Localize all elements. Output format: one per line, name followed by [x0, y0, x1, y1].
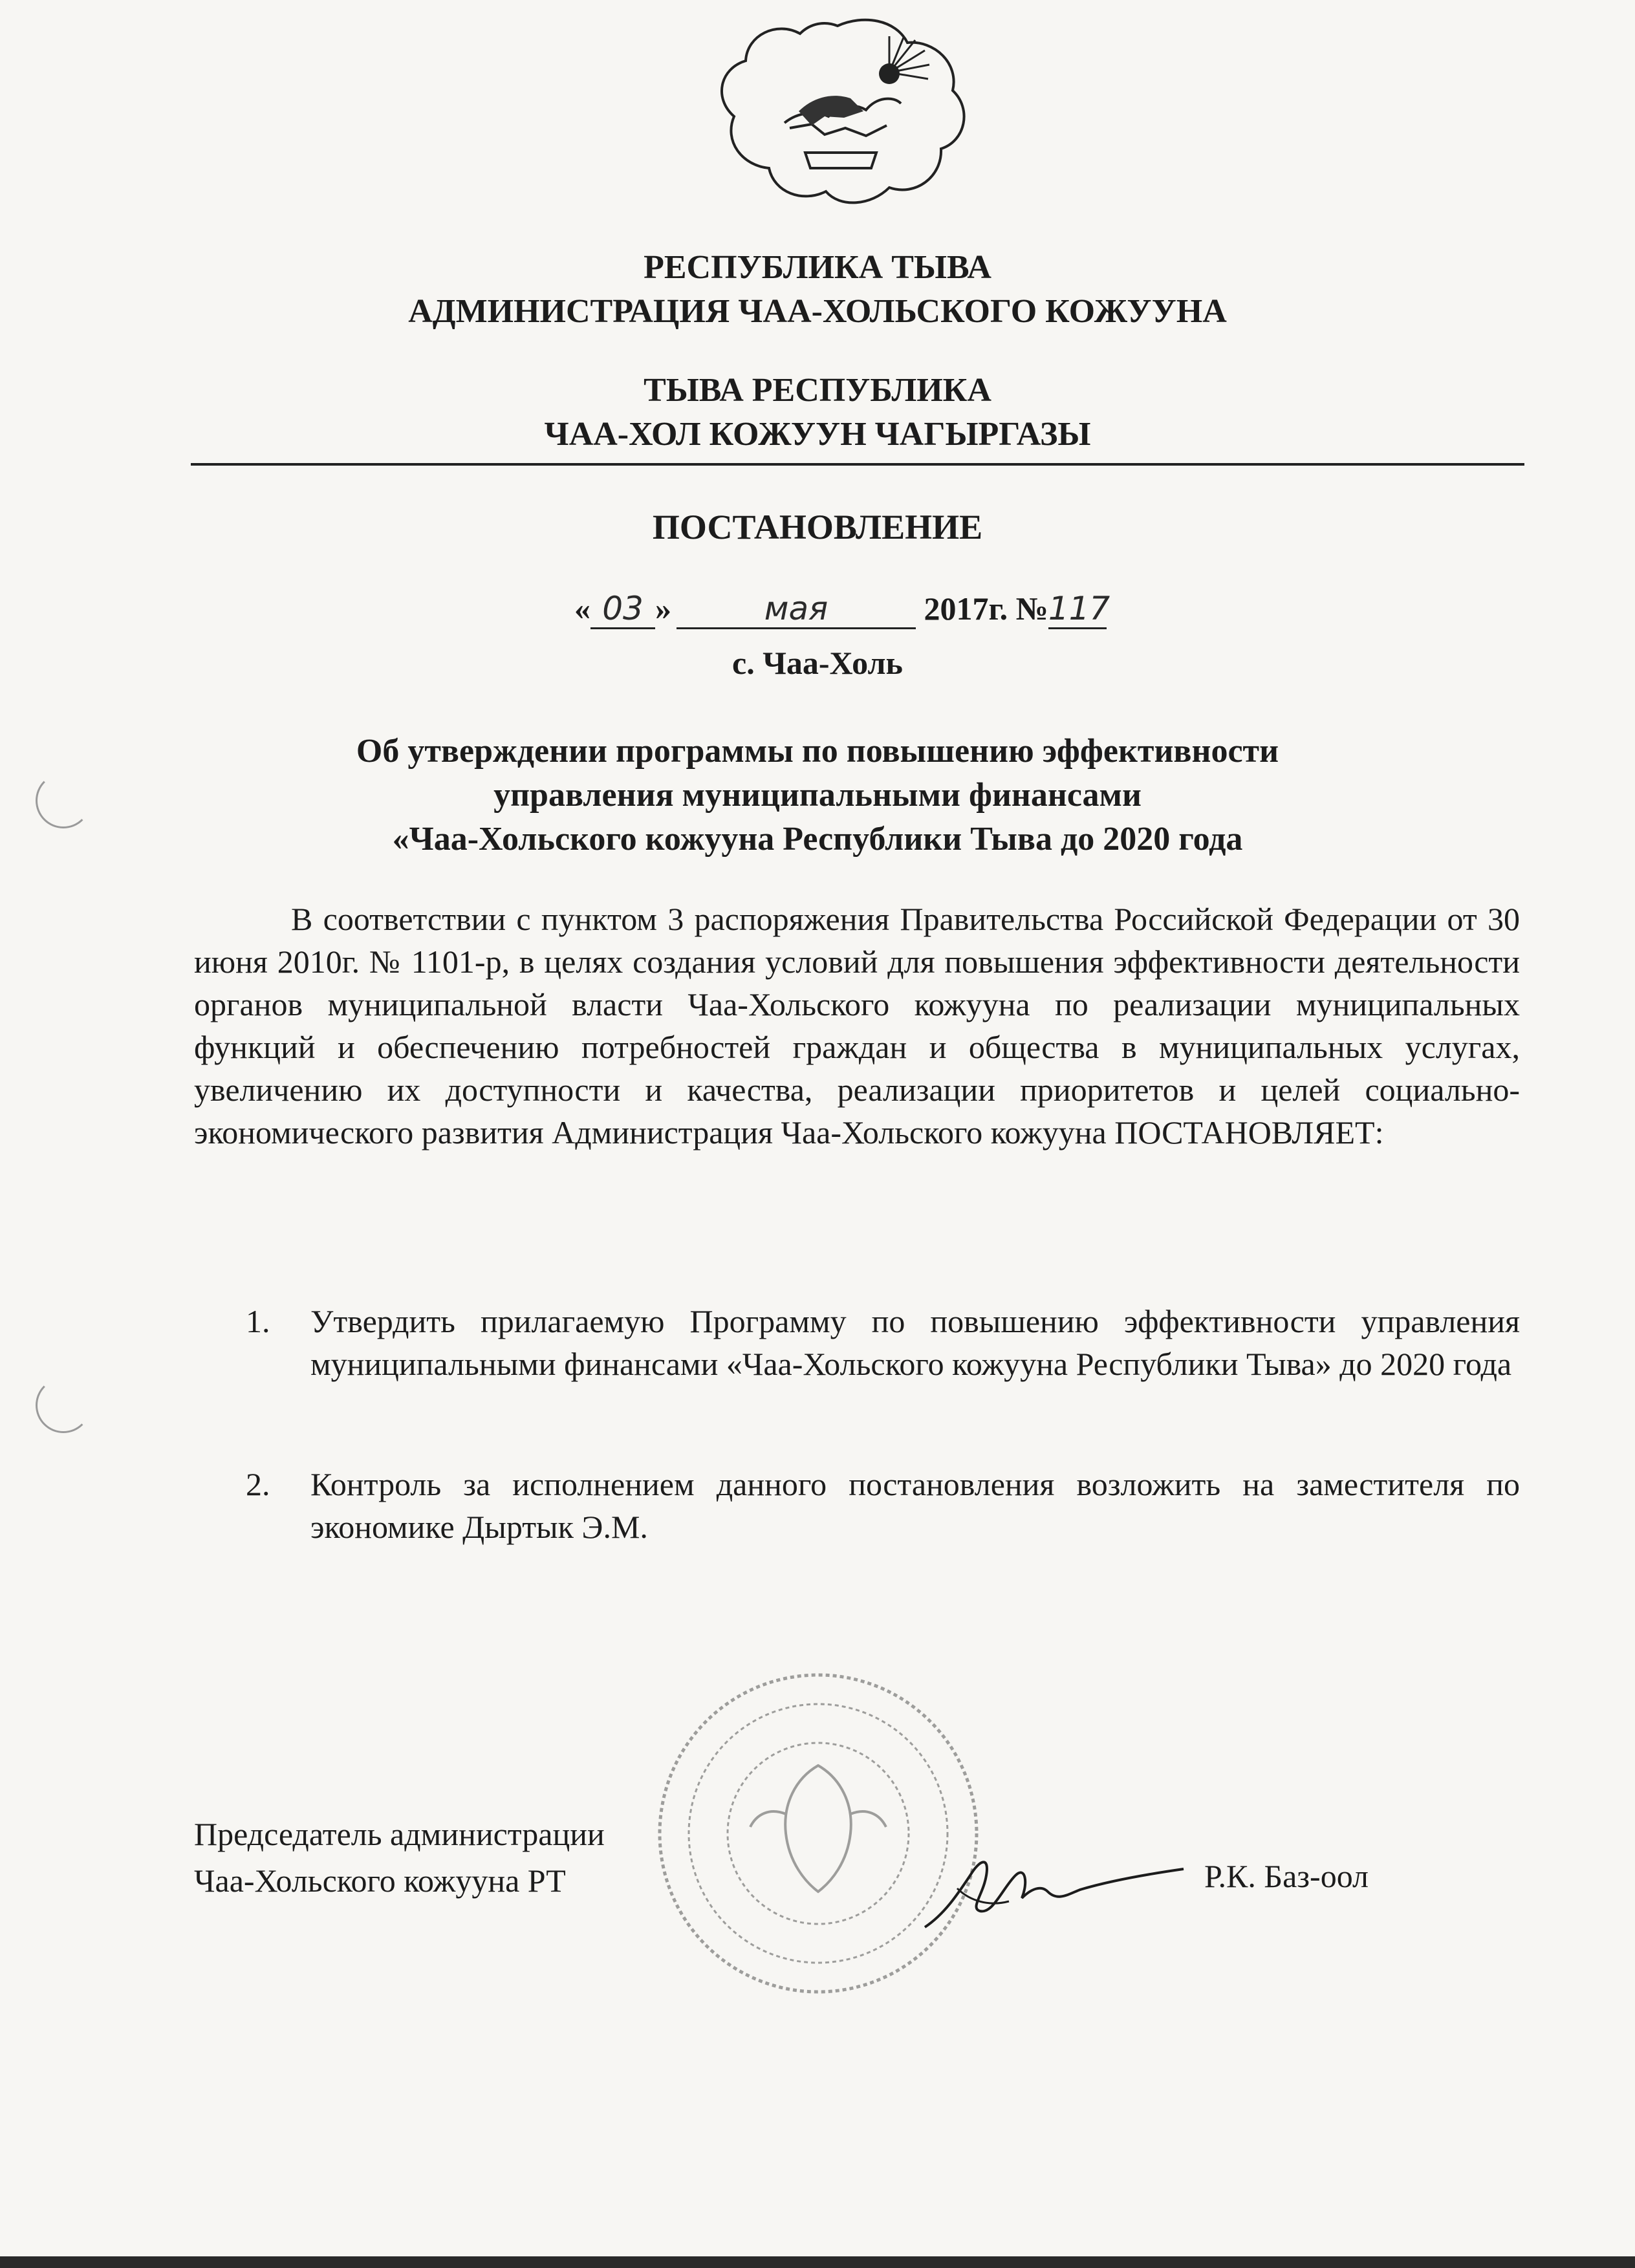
signatory-position: [194, 1811, 605, 1904]
subject-line-2: управления муниципальными финансами: [493, 777, 1142, 814]
coat-of-arms-emblem: [702, 14, 973, 208]
header-republic-ru: РЕСПУБЛИКА ТЫВА: [644, 249, 991, 286]
signatory-name: Р.К. Баз-оол: [1204, 1858, 1369, 1894]
list-item-text: Утвердить прилагаемую Программу по повышению эффективности управления муниципальными финансами «Чаа-Хольского кожууна Республики Тыва» до 2020 года: [310, 1303, 1520, 1382]
date-month: мая: [677, 590, 916, 629]
header-republic-tyv: ТЫВА РЕСПУБЛИКА: [644, 372, 991, 409]
date-close-quote: »: [655, 590, 671, 627]
header-administration-ru: АДМИНИСТРАЦИЯ ЧАА-ХОЛЬСКОГО КОЖУУНА: [408, 293, 1227, 330]
list-item-text: Контроль за исполнением данного постановления возложить на заместителя по экономике Дыртык Э.М.: [310, 1466, 1520, 1545]
document-subject: [0, 729, 1635, 861]
signatory-position-line-2: Чаа-Хольского кожууна РТ: [194, 1863, 566, 1899]
list-item: [246, 1300, 1520, 1385]
header-divider: [191, 463, 1524, 466]
date-day: 03: [590, 590, 655, 629]
document-date-line: [574, 590, 1110, 629]
list-item-number: 2.: [246, 1466, 270, 1502]
document-number: 117: [1048, 590, 1107, 629]
subject-line-1: Об утверждении программы по повышению эффективности: [356, 733, 1279, 770]
scan-bottom-edge: [0, 2256, 1635, 2268]
punch-hole-mark: [36, 1377, 91, 1433]
subject-line-3: «Чаа-Хольского кожууна Республики Тыва до 2020 года: [392, 821, 1243, 858]
handwritten-signature: [918, 1830, 1190, 1947]
list-item: [246, 1463, 1520, 1548]
document-place: с. Чаа-Холь: [732, 645, 903, 681]
signatory-position-line-1: Председатель администрации: [194, 1816, 605, 1852]
preamble-paragraph: В соответствии с пунктом 3 распоряжения Правительства Российской Федерации от 30 июня 2010г. № 1101-р, в целях создания условий для повышения эффективности деятельности органов муниципальной власти Чаа-Хольского кожууна по реализации муниципальных функций и обеспечению потребностей граждан и общества в муниципальных услугах, увеличению их доступности и качества, реализации приоритетов и целей социально-экономического развития Администрация Чаа-Хольского кожууна ПОСТАНОВЛЯЕТ:: [194, 901, 1520, 1150]
punch-hole-mark: [36, 773, 91, 828]
date-year: 2017г. №: [924, 590, 1048, 627]
list-item-number: 1.: [246, 1303, 270, 1339]
header-administration-tyv: ЧАА-ХОЛ КОЖУУН ЧАГЫРГАЗЫ: [544, 416, 1091, 453]
date-open-quote: «: [574, 590, 590, 627]
document-type-title: ПОСТАНОВЛЕНИЕ: [652, 508, 983, 546]
